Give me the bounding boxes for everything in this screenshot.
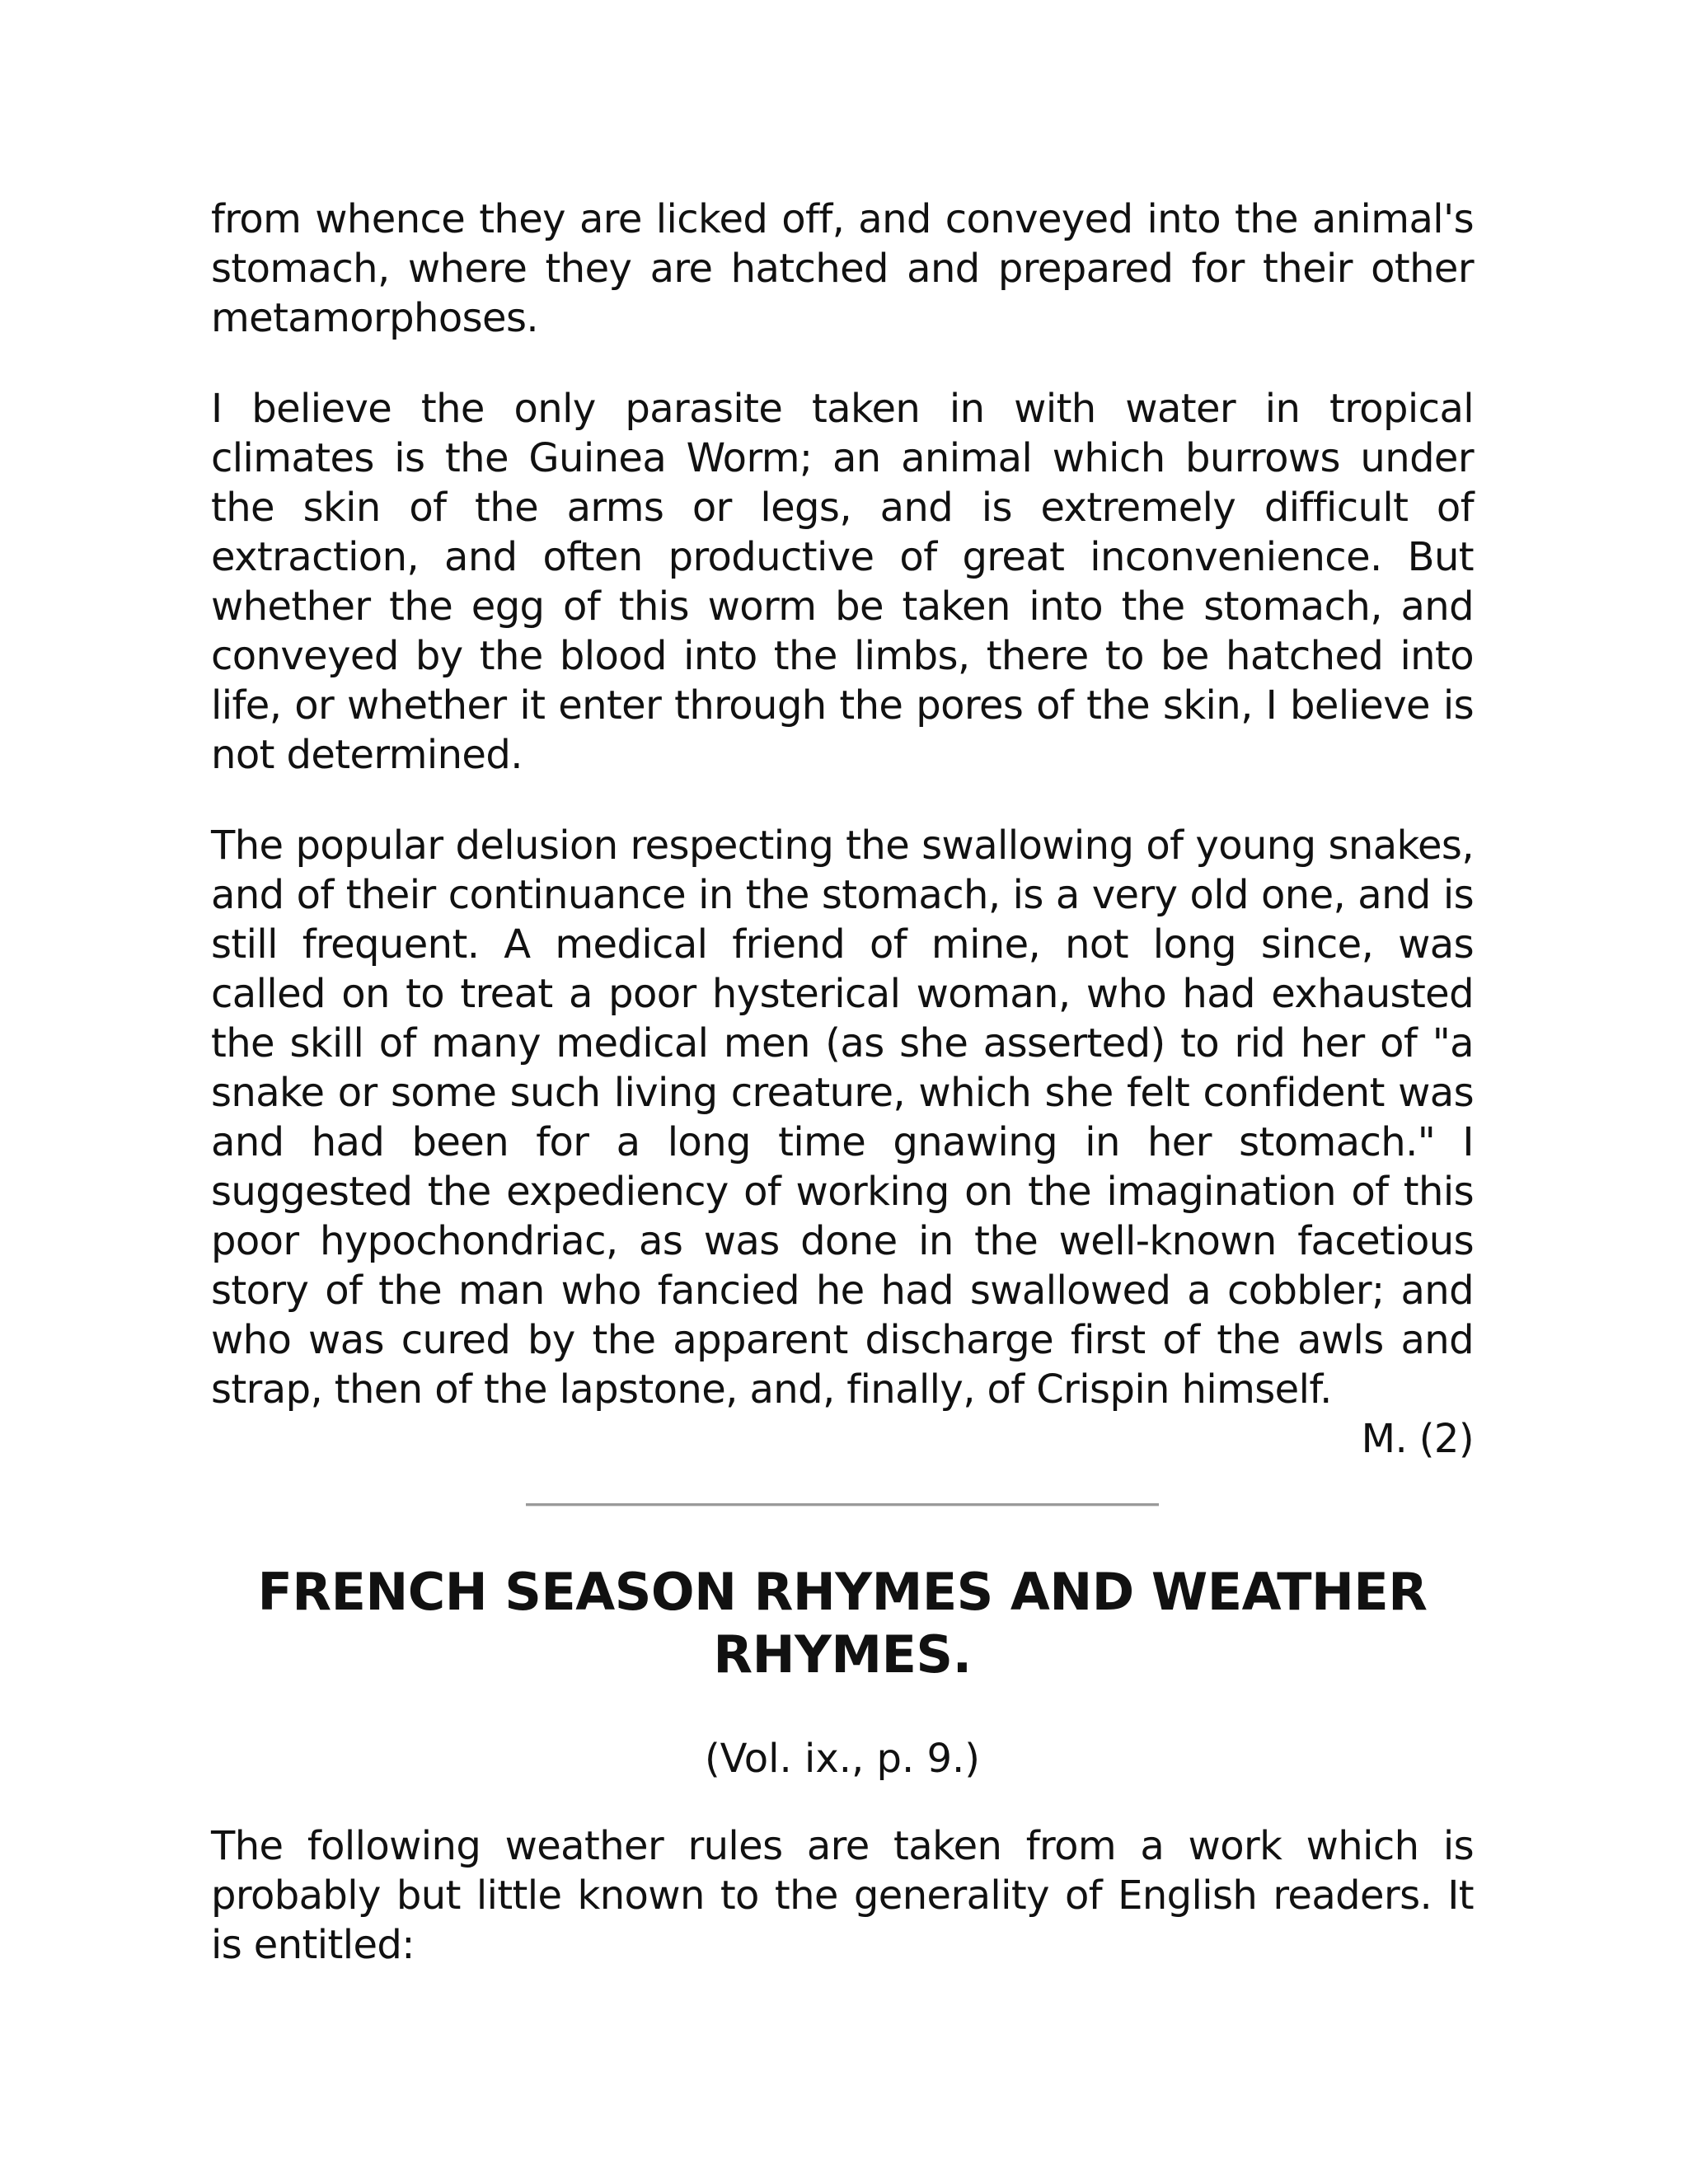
- author-signature: M. (2): [1361, 1416, 1474, 1462]
- paragraph-snake-delusion: The popular delusion respecting the swallowing of young snakes, and of their continuance in the stomach, is a very old one, and is still frequent. A medical friend of mine, not long since, was called on to treat a poor hysterical woman, who had exhausted the skill of many medical men (as she asserted) to rid her of "a snake or some such living creature, which she felt confident was and had been for a long time gnawing in her stomach." I suggested the expediency of working on the imagination of this poor hypochondriac, as was done in the well-known facetious story of the man who fancied he had swallowed a cobbler; and who was cured by the apparent discharge first of the awls and strap, then of the lapstone, and, finally, of Crispin himself.: [211, 823, 1474, 1413]
- paragraph-continuation: from whence they are licked off, and conveyed into the animal's stomach, where they are hatched and prepared for their other metamorphoses.: [211, 196, 1474, 341]
- paragraph-guinea-worm: I believe the only parasite taken in with water in tropical climates is the Guinea Worm; an animal which burrows under the skin of the arms or legs, and is extremely difficult of extraction, and often productive of great inconvenience. But whether the egg of this worm be taken into the stomach, and conveyed by the blood into the limbs, there to be hatched into life, or whether it enter through the pores of the skin, I believe is not determined.: [211, 386, 1474, 778]
- paragraph-weather-intro: The following weather rules are taken from a work which is probably but little known to the generality of English readers. It is entitled:: [211, 1823, 1474, 1968]
- section-heading: FRENCH SEASON RHYMES AND WEATHER RHYMES.: [257, 1562, 1428, 1685]
- document-page: [211, 194, 1474, 1970]
- section-divider: [526, 1503, 1159, 1507]
- volume-reference: (Vol. ix., p. 9.): [704, 1736, 981, 1782]
